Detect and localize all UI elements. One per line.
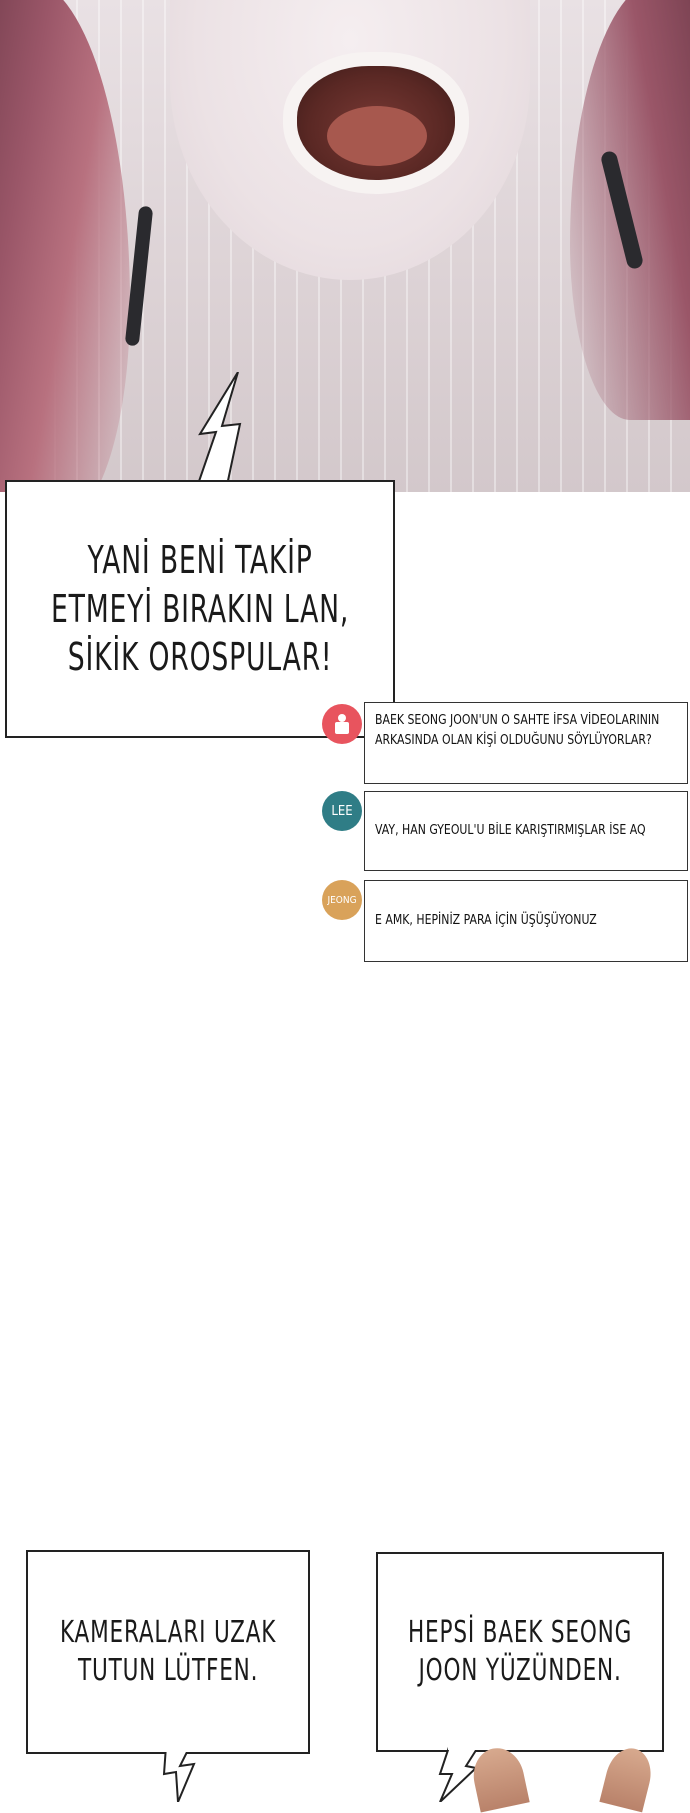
cameras-bubble-tail	[160, 1746, 210, 1802]
comment-3	[322, 880, 688, 962]
comment-3-line-1: E AMK, HEPİNİZ PARA İÇİN ÜŞÜŞÜYONUZ	[375, 912, 597, 928]
avatar-2: LEE	[322, 791, 362, 831]
tongue	[327, 106, 427, 166]
avatar-1	[322, 704, 362, 744]
cameras-text: KAMERALARI UZAK TUTUN LÜTFEN.	[59, 1614, 277, 1688]
comment-2-line-1: VAY, HAN GYEOUL'U BİLE KARIŞTIRMIŞLAR İSE AQ	[375, 822, 646, 838]
comment-1-line-2: ARKASINDA OLAN KİŞİ OLDUĞUNU SÖYLÜYORLAR?	[375, 733, 652, 749]
shout-bubble-tail	[186, 372, 256, 492]
manga-panel-shouting-girl	[0, 0, 690, 492]
comment-1-box	[364, 702, 688, 784]
shout-speech-bubble	[5, 480, 395, 738]
blame-speech-bubble	[376, 1552, 664, 1752]
cat-ear-right	[599, 1744, 656, 1813]
shout-text: YANİ BENİ TAKİP ETMEYİ BIRAKIN LAN, SİKİK OROSPULAR!	[50, 538, 350, 680]
comment-3-box	[364, 880, 688, 962]
avatar-3: JEONG	[322, 880, 362, 920]
comment-1	[322, 702, 688, 784]
comment-2-box	[364, 791, 688, 871]
comment-1-line-1: BAEK SEONG JOON'UN O SAHTE İFSA VİDEOLARININ	[375, 713, 660, 728]
blame-text: HEPSİ BAEK SEONG JOON YÜZÜNDEN.	[407, 1614, 633, 1688]
comment-2	[322, 791, 688, 871]
cameras-speech-bubble	[26, 1550, 310, 1754]
open-mouth	[283, 52, 469, 194]
user-silhouette-icon	[332, 713, 352, 735]
